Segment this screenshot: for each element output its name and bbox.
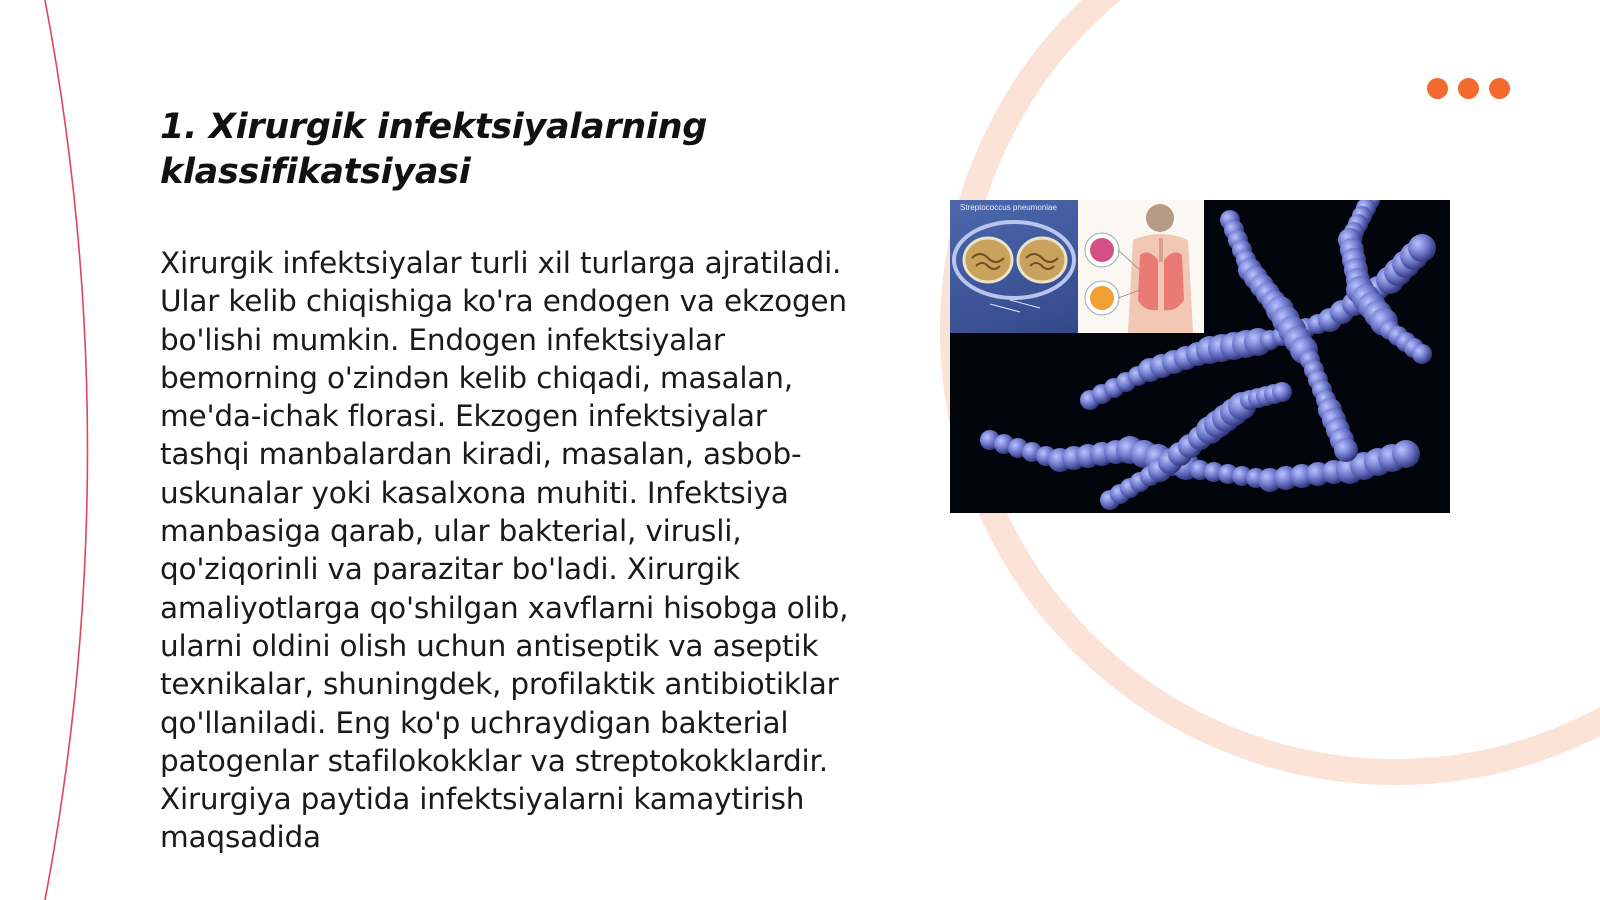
dot	[1489, 78, 1510, 99]
slide-body-text: Xirurgik infektsiyalar turli xil turlarga ajratiladi. Ular kelib chiqishiga ko'ra endogen va ekzogen bo'lishi mumkin. Endogen infektsiyalar bemorning o'zindən kelib chiqadi, masalan, me'da-ichak florasi. Ekzogen infektsiyalar tashqi manbalardan kiradi, masalan, asbob-uskunalar yoki kasalxona muhiti. Infektsiya manbasiga qarab, ular bakterial, virusli, qo'ziqorinli va parazitar bo'ladi. Xirurgik amaliyotlarga qo'shilgan xavflarni hisobga olib, ularni oldini olish uchun antiseptik va aseptik texnikalar, shuningdek, profilaktik antibiotiklar qo'llaniladi. Eng ko'p uchraydigan bakterial patogenlar stafilokokklar va streptokokklardir. Xirurgiya paytida infektsiyalarni kamaytirish maqsadida	[160, 246, 849, 855]
coccus	[1334, 438, 1358, 462]
bacteria-image	[950, 200, 1450, 513]
dot	[1458, 78, 1479, 99]
inset-label: Streptococcus pneumoniae	[960, 203, 1057, 212]
coccus	[1408, 234, 1436, 262]
slide-title: 1. Xirurgik infektsiyalarning klassifikatsiyasi	[160, 107, 707, 192]
coccus	[1392, 440, 1420, 468]
dot	[1427, 78, 1448, 99]
diplococcus-illustration	[950, 200, 1078, 333]
lungs-illustration	[1078, 200, 1204, 333]
lungs-inset	[1078, 200, 1204, 333]
three-dots-icon	[1427, 78, 1510, 99]
coccus	[1412, 344, 1432, 364]
microscope-inset	[950, 200, 1078, 333]
coccus	[1272, 382, 1292, 402]
left-curve-line	[45, 0, 88, 900]
